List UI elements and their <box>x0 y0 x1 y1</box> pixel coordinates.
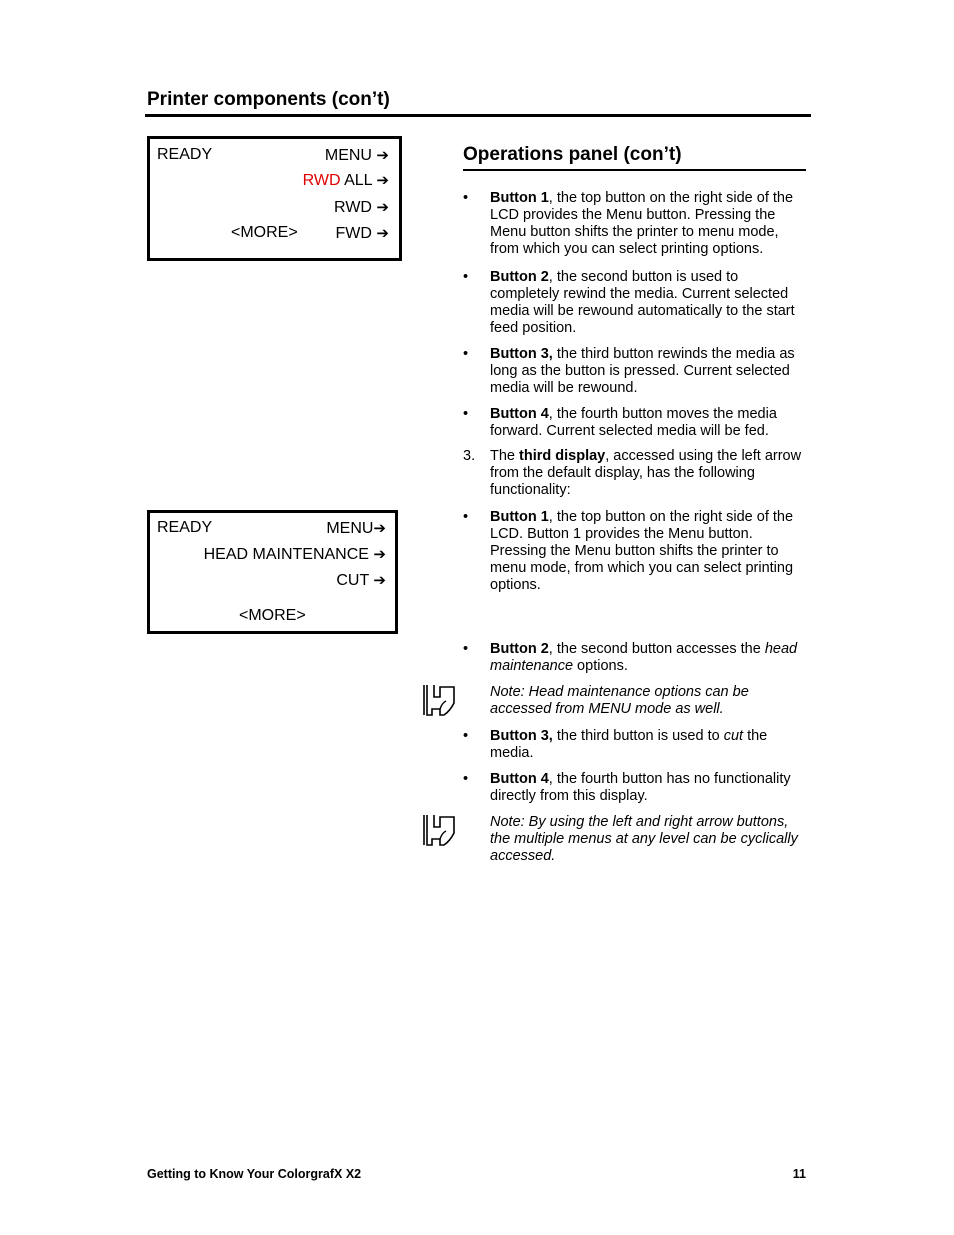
item-text: , accessed using the left arrow from the default display, has the following functionality: <box>490 448 802 498</box>
item-text-suffix: options. <box>573 658 628 674</box>
list-item <box>463 728 808 762</box>
item-text: , the fourth button has no functionality directly from this display. <box>490 771 791 804</box>
note-icon <box>420 683 460 719</box>
bullet-icon <box>463 641 483 658</box>
lcd-display-default <box>147 136 402 261</box>
bullet-icon <box>463 269 483 286</box>
lcd-rwd-text: RWD <box>334 199 372 216</box>
bullet-icon <box>463 728 483 745</box>
lcd-menu-label <box>325 146 389 165</box>
list-item <box>463 509 808 594</box>
lcd-head-maintenance-label <box>204 545 386 564</box>
lcd-cut-text: CUT <box>336 572 369 589</box>
list-item <box>463 346 808 397</box>
lcd-more-label: <MORE> <box>239 607 306 624</box>
title-divider <box>145 114 811 117</box>
note-text: Note: Head maintenance options can be accessed from MENU mode as well. <box>490 684 749 717</box>
lcd-rwd-highlight: RWD <box>302 172 341 189</box>
lcd-menu-text: MENU <box>326 520 374 537</box>
right-arrow-icon: ➔ <box>376 146 389 164</box>
right-arrow-icon: ➔ <box>373 519 386 537</box>
lcd-rwd-label <box>334 198 389 217</box>
item-bold-label: Button 3, <box>490 346 553 362</box>
note-icon <box>420 813 460 849</box>
bullet-icon <box>463 406 483 423</box>
item-bold-label: Button 2 <box>490 269 549 285</box>
lcd-ready-label: READY <box>157 146 213 163</box>
page-number: 11 <box>792 1167 806 1181</box>
item-italic-text: head maintenance <box>490 641 798 674</box>
list-item <box>463 269 808 337</box>
section-heading: Operations panel (con’t) <box>463 144 682 165</box>
numbered-item <box>463 448 808 499</box>
right-arrow-icon: ➔ <box>373 545 386 563</box>
item-bold-label: Button 4 <box>490 406 549 422</box>
item-bold-label: third display <box>519 448 606 464</box>
lcd-more-label: <MORE> <box>231 224 298 241</box>
item-bold-label: Button 1 <box>490 190 549 206</box>
lcd-head-maintenance-text: HEAD MAINTENANCE <box>203 546 369 563</box>
lcd-rwd-all-label <box>303 171 389 190</box>
item-bold-label: Button 1 <box>490 509 549 525</box>
list-item <box>463 406 808 440</box>
bullet-icon <box>463 771 483 788</box>
lcd-display-third <box>147 510 398 634</box>
lcd-menu-text: MENU <box>324 147 372 164</box>
item-text: , the fourth button moves the media forward. Current selected media will be fed. <box>490 406 777 439</box>
lcd-fwd-label <box>336 224 389 243</box>
item-text-suffix: the media. <box>490 728 768 761</box>
item-text: , the second button accesses the <box>548 641 765 657</box>
bullet-icon <box>463 509 483 526</box>
list-item <box>463 641 808 675</box>
section-divider <box>463 169 806 171</box>
lcd-cut-label <box>336 571 386 590</box>
bullet-icon <box>463 346 483 363</box>
item-bold-label: Button 3, <box>490 728 553 744</box>
item-text: the third button rewinds the media as long as the button is pressed. Current selected media will be rewound. <box>490 346 795 396</box>
right-arrow-icon: ➔ <box>376 171 389 189</box>
list-item <box>463 771 808 805</box>
item-text: , the top button on the right side of the LCD provides the Menu button. Pressing the Menu button shifts the printer to menu mode, from which you can select printing options. <box>490 190 794 257</box>
item-italic-text: cut <box>723 728 744 744</box>
right-arrow-icon: ➔ <box>373 571 386 589</box>
right-arrow-icon: ➔ <box>376 198 389 216</box>
item-bold-label: Button 4 <box>490 771 549 787</box>
item-text: the third button is used to <box>552 728 724 744</box>
item-text-prefix: The <box>490 448 520 464</box>
item-number: 3. <box>463 448 476 464</box>
lcd-all-text: ALL <box>344 172 372 189</box>
item-text: , the second button is used to completely rewind the media. Current selected media will be rewound automatically to the start feed position. <box>490 269 795 336</box>
lcd-ready-label: READY <box>157 519 213 536</box>
lcd-fwd-text: FWD <box>335 225 372 242</box>
list-item <box>463 190 808 258</box>
lcd-menu-label <box>326 519 386 538</box>
bullet-icon <box>463 190 483 207</box>
footer-title: Getting to Know Your ColorgrafX X2 <box>147 1167 362 1181</box>
note-text: Note: By using the left and right arrow buttons, the multiple menus at any level can be cyclically accessed. <box>490 814 798 864</box>
page-title: Printer components (con’t) <box>147 89 390 110</box>
item-text: , the top button on the right side of the LCD. Button 1 provides the Menu button. Pressing the Menu button shifts the printer to menu mode, from which you can select printing options. <box>490 509 794 593</box>
right-arrow-icon: ➔ <box>376 224 389 242</box>
item-bold-label: Button 2 <box>490 641 549 657</box>
